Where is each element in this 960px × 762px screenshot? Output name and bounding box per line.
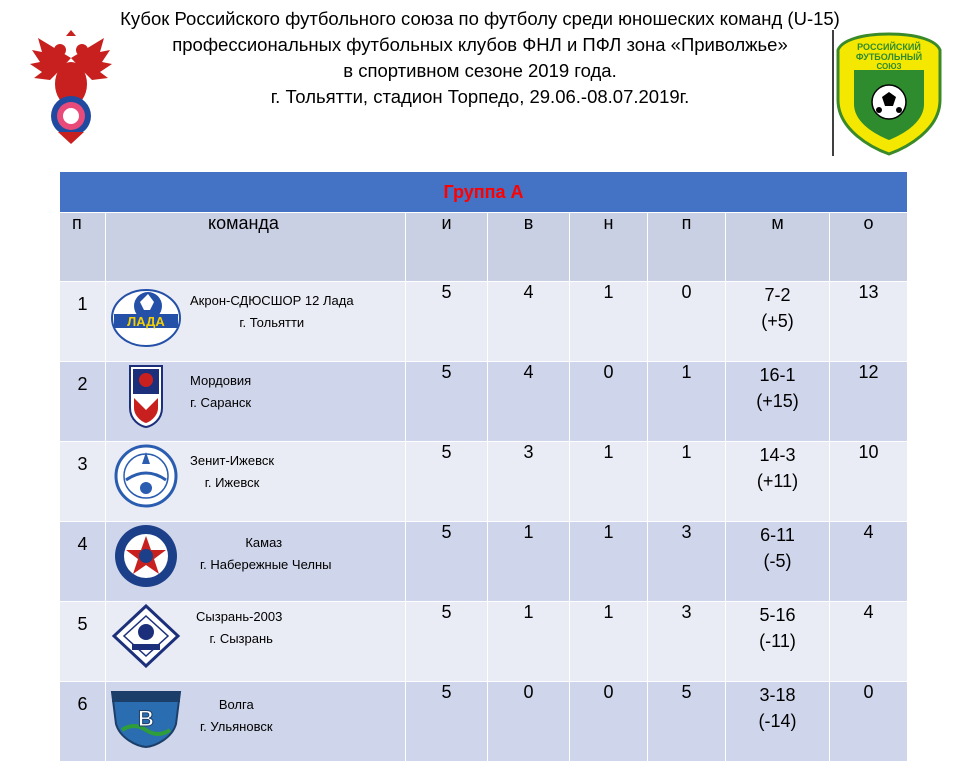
drawn-cell: 1 bbox=[570, 522, 648, 602]
col-header-lost: п bbox=[648, 213, 726, 282]
standings-table bbox=[60, 172, 908, 762]
goal-difference: (-14) bbox=[758, 711, 797, 731]
table-row bbox=[60, 522, 908, 602]
col-header-played: и bbox=[406, 213, 488, 282]
col-header-drawn: н bbox=[570, 213, 648, 282]
points-cell: 13 bbox=[830, 282, 908, 362]
svg-text:В: В bbox=[138, 706, 154, 731]
team-name: Мордовия bbox=[190, 373, 252, 388]
lost-cell: 1 bbox=[648, 442, 726, 522]
position-cell: 3 bbox=[60, 442, 106, 522]
team-city: г. Набережные Челны bbox=[200, 557, 332, 572]
won-cell: 4 bbox=[488, 282, 570, 362]
col-header-goals: м bbox=[726, 213, 830, 282]
volga-logo bbox=[108, 684, 184, 748]
team-cell bbox=[106, 282, 406, 362]
goals-cell bbox=[726, 282, 830, 362]
col-header-position: п bbox=[60, 213, 106, 282]
football-union-logo bbox=[832, 30, 946, 156]
won-cell: 0 bbox=[488, 682, 570, 762]
position-cell: 5 bbox=[60, 602, 106, 682]
team-city: г. Саранск bbox=[190, 395, 252, 410]
points-cell: 10 bbox=[830, 442, 908, 522]
played-cell: 5 bbox=[406, 522, 488, 602]
goal-difference: (-5) bbox=[763, 551, 792, 571]
team-city: г. Сызрань bbox=[209, 631, 273, 646]
col-header-won: в bbox=[488, 213, 570, 282]
title-line: Кубок Российского футбольного союза по футболу среди юношеских команд (U-15) bbox=[120, 8, 840, 29]
group-title: Группа А bbox=[60, 172, 908, 213]
won-cell: 1 bbox=[488, 522, 570, 602]
svg-text:РОССИЙСКИЙ: РОССИЙСКИЙ bbox=[857, 42, 921, 52]
mordovia-logo bbox=[108, 364, 184, 428]
goals-score: 3-18 bbox=[759, 685, 796, 705]
drawn-cell: 1 bbox=[570, 602, 648, 682]
goals-score: 14-3 bbox=[759, 445, 796, 465]
drawn-cell: 1 bbox=[570, 442, 648, 522]
table-row bbox=[60, 442, 908, 522]
goals-cell bbox=[726, 522, 830, 602]
team-cell bbox=[106, 442, 406, 522]
team-name: Акрон-СДЮСШОР 12 Лада bbox=[190, 293, 354, 308]
lada-logo bbox=[108, 284, 184, 348]
played-cell: 5 bbox=[406, 362, 488, 442]
won-cell: 1 bbox=[488, 602, 570, 682]
table-row bbox=[60, 682, 908, 762]
team-name: Зенит-Ижевск bbox=[190, 453, 275, 468]
col-header-points: о bbox=[830, 213, 908, 282]
goals-score: 7-2 bbox=[764, 285, 791, 305]
lost-cell: 3 bbox=[648, 602, 726, 682]
goals-cell bbox=[726, 602, 830, 682]
goal-difference: (-11) bbox=[759, 631, 796, 651]
team-city: г. Тольятти bbox=[239, 315, 305, 330]
page-title bbox=[0, 6, 960, 110]
team-cell bbox=[106, 682, 406, 762]
team-city: г. Ульяновск bbox=[200, 719, 273, 734]
points-cell: 0 bbox=[830, 682, 908, 762]
goals-cell bbox=[726, 362, 830, 442]
played-cell: 5 bbox=[406, 442, 488, 522]
goals-score: 6-11 bbox=[760, 525, 795, 545]
points-cell: 4 bbox=[830, 522, 908, 602]
lost-cell: 1 bbox=[648, 362, 726, 442]
team-name: Сызрань-2003 bbox=[196, 609, 283, 624]
lost-cell: 5 bbox=[648, 682, 726, 762]
drawn-cell: 0 bbox=[570, 362, 648, 442]
team-cell bbox=[106, 522, 406, 602]
played-cell: 5 bbox=[406, 682, 488, 762]
goals-cell bbox=[726, 682, 830, 762]
team-cell bbox=[106, 602, 406, 682]
svg-text:ФУТБОЛЬНЫЙ: ФУТБОЛЬНЫЙ bbox=[855, 52, 923, 62]
goals-score: 5-16 bbox=[759, 605, 796, 625]
zenit-izhevsk-logo bbox=[108, 444, 184, 508]
title-line: в спортивном сезоне 2019 года. bbox=[343, 60, 617, 81]
position-cell: 2 bbox=[60, 362, 106, 442]
points-cell: 4 bbox=[830, 602, 908, 682]
points-cell: 12 bbox=[830, 362, 908, 442]
goal-difference: (+5) bbox=[761, 311, 794, 331]
played-cell: 5 bbox=[406, 602, 488, 682]
title-line: г. Тольятти, стадион Торпедо, 29.06.-08.07.2019г. bbox=[270, 86, 690, 107]
team-city: г. Ижевск bbox=[204, 475, 260, 490]
team-cell bbox=[106, 362, 406, 442]
goals-score: 16-1 bbox=[759, 365, 796, 385]
table-row bbox=[60, 602, 908, 682]
table-header-row bbox=[60, 213, 908, 282]
position-cell: 6 bbox=[60, 682, 106, 762]
team-name: Камаз bbox=[245, 535, 283, 550]
svg-text:СОЮЗ: СОЮЗ bbox=[876, 62, 902, 71]
goals-cell bbox=[726, 442, 830, 522]
lost-cell: 3 bbox=[648, 522, 726, 602]
rfs-eagle-logo bbox=[28, 28, 114, 146]
lost-cell: 0 bbox=[648, 282, 726, 362]
title-line: профессиональных футбольных клубов ФНЛ и ПФЛ зона «Приволжье» bbox=[172, 34, 788, 55]
drawn-cell: 1 bbox=[570, 282, 648, 362]
table-row bbox=[60, 282, 908, 362]
goal-difference: (+11) bbox=[756, 471, 799, 491]
position-cell: 4 bbox=[60, 522, 106, 602]
svg-text:ЛАДА: ЛАДА bbox=[127, 314, 165, 329]
won-cell: 4 bbox=[488, 362, 570, 442]
syzran-logo bbox=[108, 604, 184, 668]
table-row bbox=[60, 362, 908, 442]
team-name: Волга bbox=[218, 697, 254, 712]
kamaz-logo bbox=[108, 524, 184, 588]
won-cell: 3 bbox=[488, 442, 570, 522]
col-header-team: команда bbox=[106, 213, 406, 282]
played-cell: 5 bbox=[406, 282, 488, 362]
goal-difference: (+15) bbox=[756, 391, 799, 411]
drawn-cell: 0 bbox=[570, 682, 648, 762]
position-cell: 1 bbox=[60, 282, 106, 362]
